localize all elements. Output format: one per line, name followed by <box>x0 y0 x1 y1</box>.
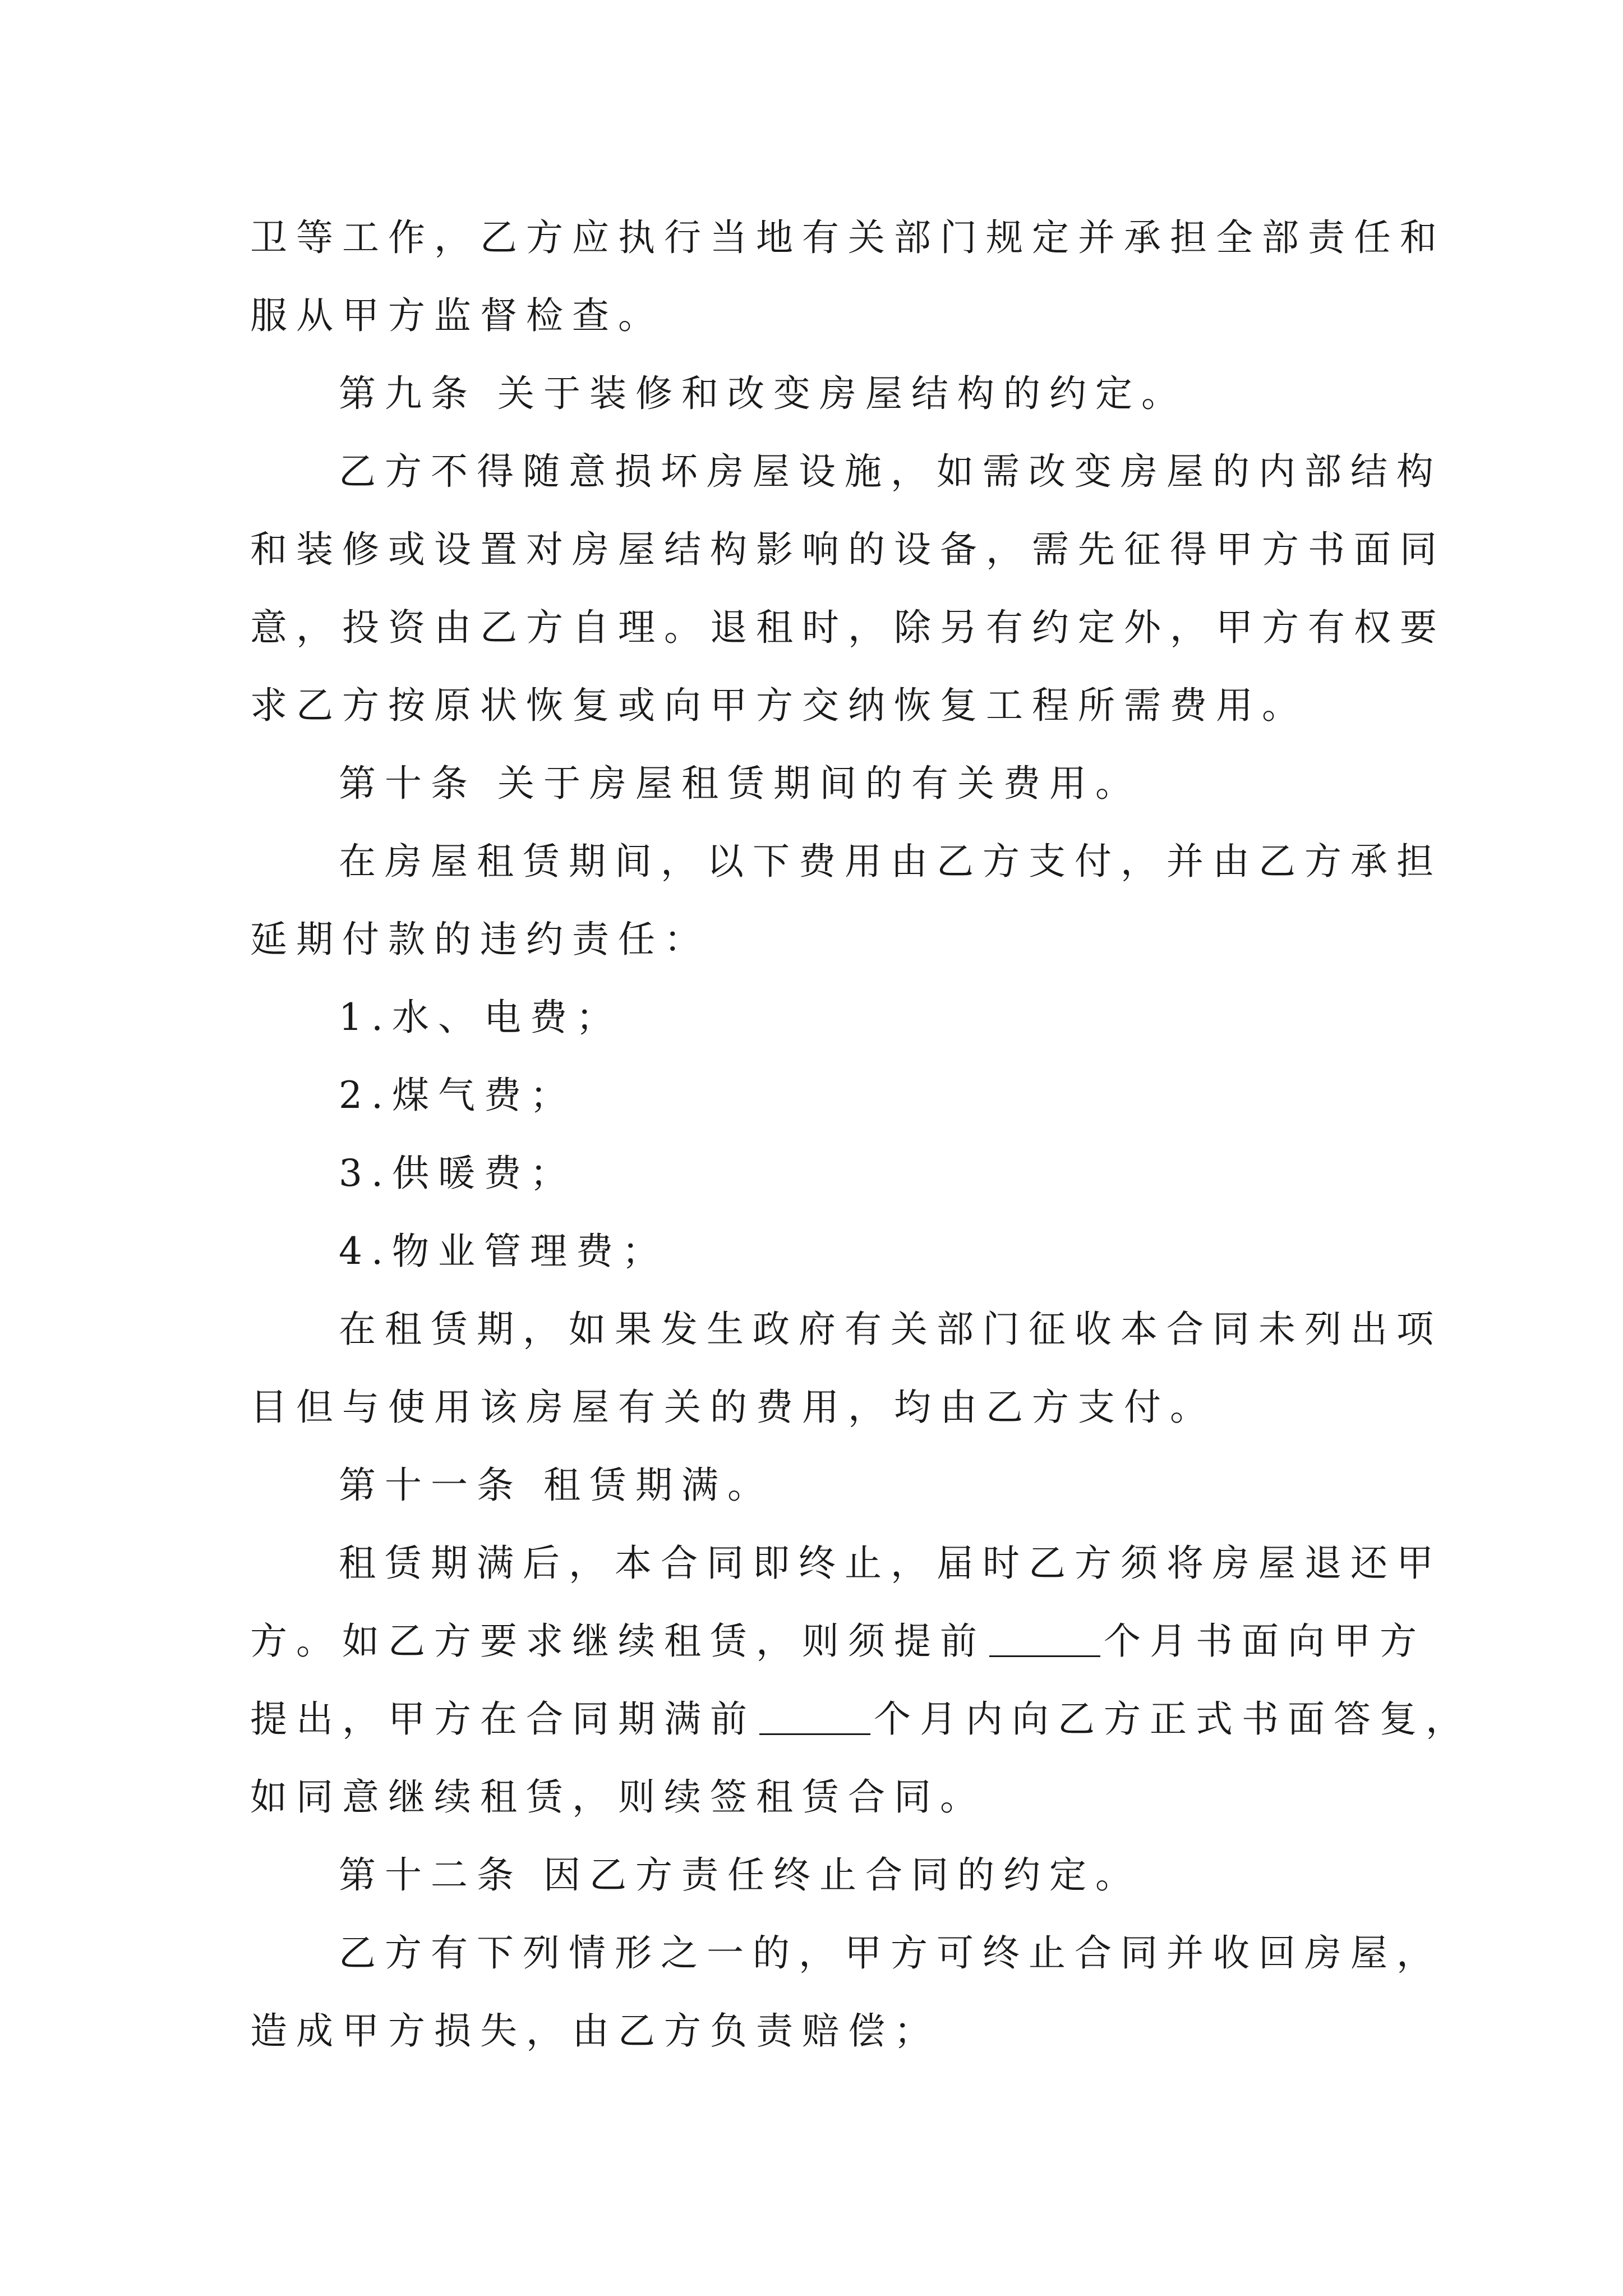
paragraph-line: 求乙方按原状恢复或向甲方交纳恢复工程所需费用。 <box>250 684 1308 727</box>
paragraph-line: 租赁期满后，本合同即终止，届时乙方须将房屋退还甲 <box>339 1542 1442 1585</box>
list-item: 4.物业管理费； <box>339 1230 668 1273</box>
paragraph-line: 服从甲方监督检查。 <box>250 294 664 337</box>
paragraph-line: 乙方有下列情形之一的，甲方可终止合同并收回房屋， <box>339 1931 1442 1975</box>
article-heading: 第九条 关于装修和改变房屋结构的约定。 <box>339 372 1187 415</box>
paragraph-line: 造成甲方损失，由乙方负责赔偿； <box>250 2009 940 2053</box>
paragraph-line: 如同意继续租赁，则续签租赁合同。 <box>250 1775 986 1819</box>
paragraph-line: 卫等工作，乙方应执行当地有关部门规定并承担全部责任和 <box>250 216 1446 259</box>
article-heading: 第十二条 因乙方责任终止合同的约定。 <box>339 1853 1141 1897</box>
paragraph-line: 意，投资由乙方自理。退租时，除另有约定外，甲方有权要 <box>250 606 1446 649</box>
paragraph-line: 和装修或设置对房屋结构影响的设备，需先征得甲方书面同 <box>250 528 1446 571</box>
paragraph-line: 乙方不得随意损坏房屋设施，如需改变房屋的内部结构 <box>339 450 1442 493</box>
paragraph-line: 在房屋租赁期间，以下费用由乙方支付，并由乙方承担 <box>339 840 1442 883</box>
blank-line <box>759 1731 870 1735</box>
article-heading: 第十一条 租赁期满。 <box>339 1464 773 1507</box>
paragraph-line <box>250 1619 1426 1664</box>
paragraph-text: 个月书面向甲方 <box>1104 1619 1426 1663</box>
article-heading: 第十条 关于房屋租赁期间的有关费用。 <box>339 762 1141 805</box>
paragraph-line <box>250 1697 1472 1742</box>
blank-line <box>989 1653 1100 1657</box>
list-item: 1.水、电费； <box>339 996 622 1039</box>
paragraph-line: 目但与使用该房屋有关的费用，均由乙方支付。 <box>250 1386 1216 1429</box>
paragraph-text: 提出，甲方在合同期满前 <box>250 1697 756 1741</box>
list-item: 2.煤气费； <box>339 1074 576 1117</box>
paragraph-text: 个月内向乙方正式书面答复， <box>874 1697 1472 1741</box>
paragraph-text: 方。如乙方要求继续租赁，则须提前 <box>250 1619 986 1663</box>
list-item: 3.供暖费； <box>339 1152 576 1195</box>
paragraph-line: 延期付款的违约责任： <box>250 918 710 961</box>
paragraph-line: 在租赁期，如果发生政府有关部门征收本合同未列出项 <box>339 1308 1442 1351</box>
